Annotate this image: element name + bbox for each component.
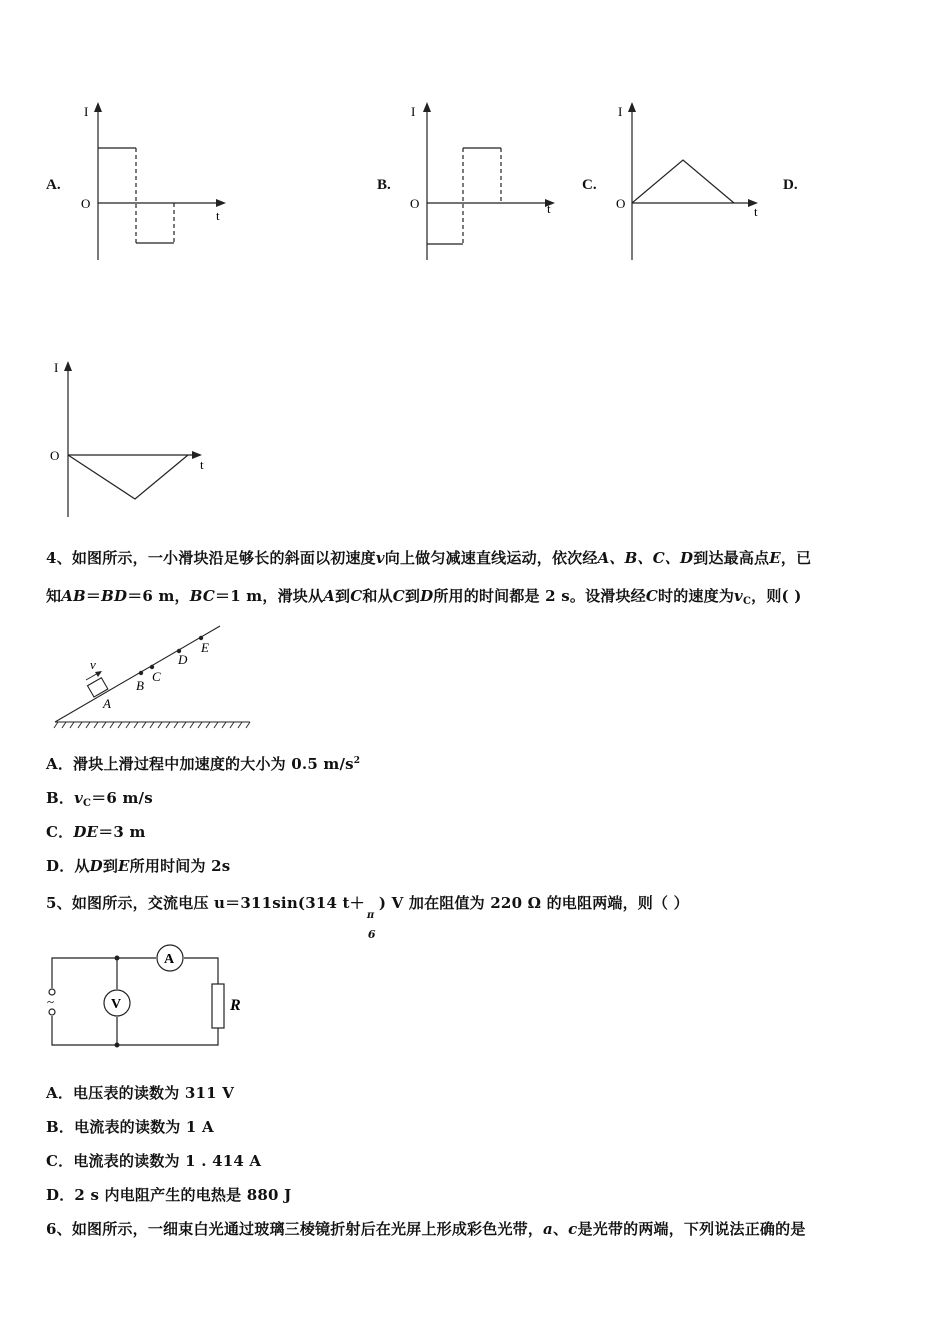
- voltmeter-label: V: [111, 997, 122, 1012]
- q4-stem-line-1: 4、如图所示，一小滑块沿足够长的斜面以初速度v向上做匀减速直线运动，依次经A、B、C、D到达最高点E，已: [46, 549, 812, 567]
- q5-option-a: A．电压表的读数为 311 V: [46, 1084, 235, 1102]
- q6-stem: 6、如图所示，一细束白光通过玻璃三棱镜折射后在光屏上形成彩色光带，a、c是光带的两端，下列说法正确的是: [46, 1220, 806, 1238]
- q5-stem: 5、如图所示，交流电压 u＝311sin(314 t＋ π 6 ) V 加在阻值为 220 Ω 的电阻两端，则（ ）: [46, 894, 689, 941]
- q4-option-a: A．滑块上滑过程中加速度的大小为 0.5 $m/s^2$: [46, 755, 361, 773]
- ac-source-label: ~: [47, 994, 55, 1009]
- label-v: v: [90, 657, 96, 672]
- graph-b-x-label: t: [547, 201, 551, 216]
- incline-line: [55, 626, 220, 722]
- label-d: D: [178, 652, 188, 667]
- option-b-label: B.: [377, 177, 391, 193]
- resistor: [212, 984, 224, 1028]
- arrow-right-icon: [216, 199, 226, 207]
- q5-option-b: B．电流表的读数为 1 A: [46, 1118, 214, 1136]
- label-b: B: [136, 678, 144, 693]
- label-a: A: [103, 696, 111, 711]
- label-e: E: [201, 640, 209, 655]
- arrow-up-icon: [628, 102, 636, 112]
- junction-dot: [115, 1043, 120, 1048]
- option-c-label: C.: [582, 177, 597, 193]
- option-a-label: A.: [46, 177, 61, 193]
- arrow-up-icon: [423, 102, 431, 112]
- q4-stem-line-2: 知AB＝BD＝6 m，BC＝1 m，滑块从A到C和从C到D所用的时间都是 2 s。设滑块经C时的速度为$v_C$，则( ): [46, 587, 802, 607]
- graph-a-x-label: t: [216, 208, 220, 223]
- graph-b-y-label: I: [411, 104, 416, 119]
- q5-option-c: C．电流表的读数为 1 . 414 A: [46, 1152, 262, 1170]
- arrow-up-icon: [94, 102, 102, 112]
- graph-c: [612, 98, 772, 264]
- graph-a-origin: O: [81, 196, 91, 211]
- q4-option-b: B．$v_C=6$ m/s: [46, 789, 153, 809]
- arrow-up-icon: [64, 361, 72, 371]
- junction-dot: [115, 956, 120, 961]
- graph-c-origin: O: [616, 196, 626, 211]
- graph-a: [76, 98, 236, 264]
- resistor-label: R: [230, 997, 241, 1014]
- graph-d-y-label: I: [54, 360, 59, 375]
- q5-option-d: D．2 s 内电阻产生的电热是 880 J: [46, 1186, 292, 1204]
- incline-figure: [50, 620, 260, 730]
- graph-d: [46, 355, 221, 521]
- q4-option-c: C．DE＝3 m: [46, 823, 146, 841]
- graph-c-x-label: t: [754, 204, 758, 219]
- graph-b: [405, 98, 565, 264]
- slider-block: [88, 678, 108, 697]
- ammeter-label: A: [164, 952, 175, 967]
- option-d-label: D.: [783, 177, 798, 193]
- graph-a-y-label: I: [84, 104, 89, 119]
- graph-c-y-label: I: [618, 104, 623, 119]
- label-c: C: [152, 669, 161, 684]
- terminal-bottom: [49, 1009, 55, 1015]
- point-b: [139, 671, 143, 675]
- graph-b-origin: O: [410, 196, 420, 211]
- graph-d-origin: O: [50, 448, 60, 463]
- circuit-figure: [40, 940, 255, 1050]
- graph-d-x-label: t: [200, 457, 204, 472]
- q4-option-d: D．从D到E所用时间为 2s: [46, 857, 231, 875]
